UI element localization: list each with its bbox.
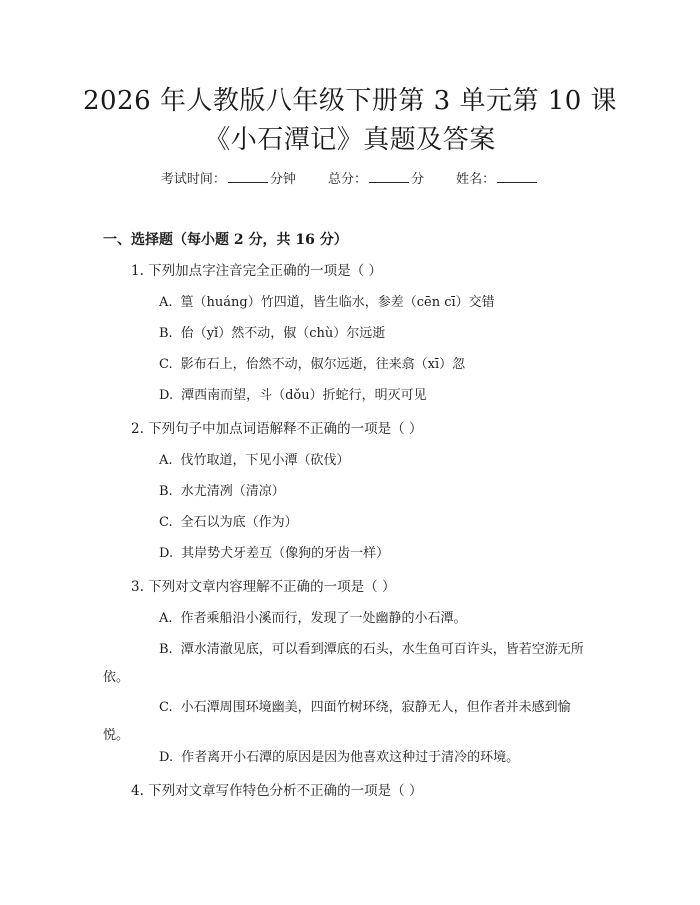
question-option	[159, 324, 385, 344]
option-text: 伐竹取道，下见小潭（砍伐）	[180, 453, 350, 468]
option-letter: B.	[159, 484, 173, 499]
question-option	[103, 694, 593, 750]
option-text: 潭西南而望，斗（dǒu）折蛇行，明灭可见	[181, 388, 427, 403]
exam-name	[456, 172, 539, 187]
option-text: 作者乘船沿小溪而行，发现了一处幽静的小石潭。	[180, 611, 467, 626]
option-letter: C.	[159, 515, 173, 530]
option-letter: D.	[159, 750, 174, 765]
option-text: 其岸势犬牙差互（像狗的牙齿一样）	[181, 546, 390, 561]
option-letter: B.	[159, 642, 173, 657]
question-option	[159, 748, 519, 768]
question-option	[159, 482, 285, 502]
option-letter: C.	[159, 700, 173, 715]
doc-title-line1: 2026 年人教版八年级下册第 3 单元第 10 课	[82, 86, 618, 116]
exam-time	[161, 172, 296, 187]
option-text: 作者离开小石潭的原因是因为他喜欢这种过于清冷的环境。	[181, 750, 520, 765]
exam-score-label: 总分：	[327, 172, 367, 187]
option-text: 水尤清冽（清凉）	[180, 484, 285, 499]
exam-score-blank	[369, 170, 409, 183]
option-letter: D.	[159, 388, 174, 403]
option-letter: B.	[159, 326, 173, 341]
question-stem: 3. 下列对文章内容理解不正确的一项是（ ）	[131, 579, 396, 595]
option-letter: A.	[159, 295, 173, 310]
question-option	[159, 451, 350, 471]
question-option	[159, 293, 495, 313]
exam-info	[0, 170, 700, 189]
option-letter: A.	[159, 611, 173, 626]
question-option	[159, 386, 427, 406]
option-text: 佁（yǐ）然不动，俶（chù）尔远逝	[180, 326, 386, 341]
question-option	[159, 355, 465, 375]
option-letter: C.	[159, 357, 173, 372]
question-stem: 2. 下列句子中加点词语解释不正确的一项是（ ）	[131, 421, 423, 437]
question-option	[159, 544, 389, 564]
exam-name-blank	[497, 170, 537, 183]
exam-time-label: 考试时间：	[160, 172, 226, 187]
exam-time-unit: 分钟	[269, 172, 296, 187]
exam-score-unit: 分	[411, 172, 425, 187]
question-option	[159, 609, 467, 629]
option-text: 全石以为底（作为）	[180, 515, 298, 530]
option-text: 小石潭周围环境幽美，四面竹树环绕，寂静无人，但作者并未感到愉悦。	[103, 700, 571, 743]
option-text: 影布石上，佁然不动，俶尔远逝，往来翕（xī）忽	[180, 357, 466, 372]
question-stem: 1. 下列加点字注音完全正确的一项是（ ）	[131, 263, 382, 279]
option-letter: A.	[159, 453, 173, 468]
exam-time-blank	[228, 170, 268, 183]
exam-score	[328, 172, 424, 187]
question-option	[159, 513, 298, 533]
option-text: 篁（huáng）竹四道，皆生临水，参差（cēn cī）交错	[180, 295, 495, 310]
option-letter: D.	[159, 546, 174, 561]
section-title: 一、选择题（每小题 2 分，共 16 分）	[103, 232, 348, 248]
question-stem: 4. 下列对文章写作特色分析不正确的一项是（ ）	[131, 783, 423, 799]
option-text: 潭水清澈见底，可以看到潭底的石头，水生鱼可百许头，皆若空游无所依。	[103, 642, 584, 685]
exam-name-label: 姓名：	[456, 172, 496, 187]
doc-title-line2: 《小石潭记》真题及答案	[204, 125, 496, 155]
question-option	[103, 636, 593, 692]
